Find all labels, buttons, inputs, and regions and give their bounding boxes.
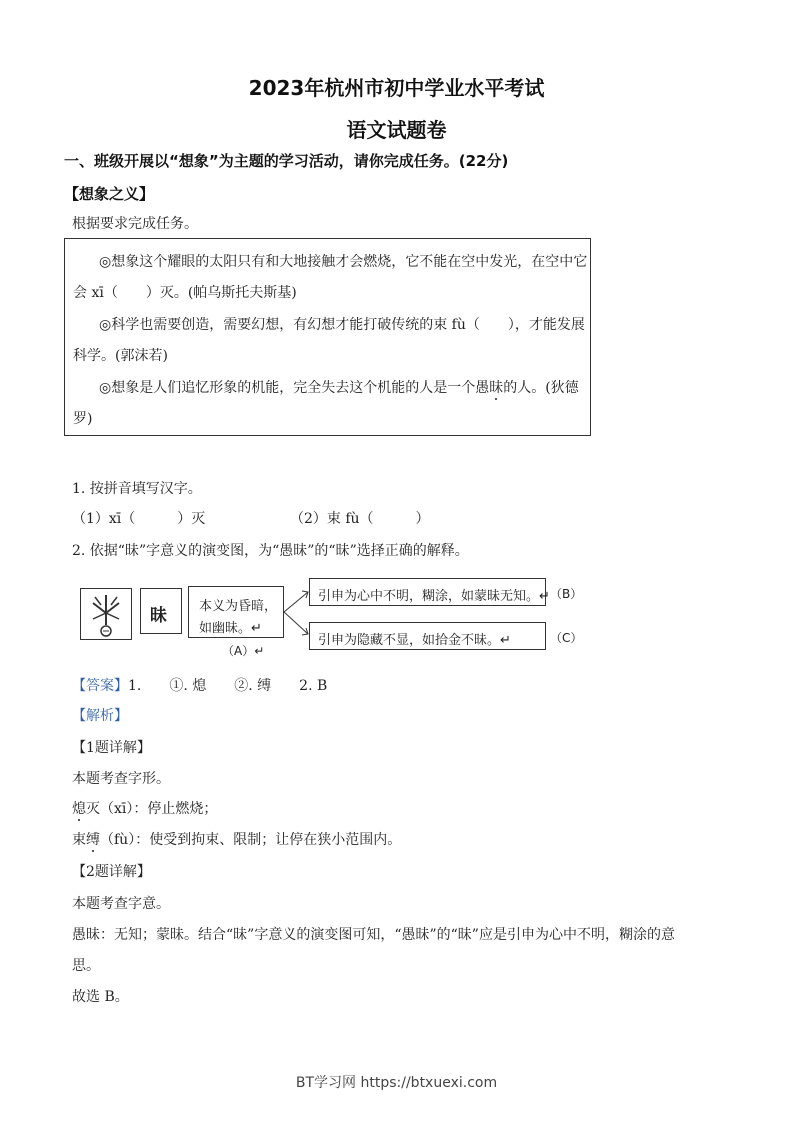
branch-arrows xyxy=(284,578,312,660)
quote-2-line-1: ◎科学也需要创造，需要幻想，有幻想才能打破传统的束 fù（ ），才能发展 xyxy=(99,317,585,333)
ancient-glyph-box xyxy=(80,588,132,640)
detail-1-heading: 【1题详解】 xyxy=(72,740,151,756)
box-b-text: 引申为心中不明，糊涂，如蒙昧无知。↵ xyxy=(318,589,550,604)
answer-text: 1. ①. 熄 ②. 缚 2. B xyxy=(128,678,328,694)
answer-label: 【答案】 xyxy=(72,678,128,694)
detail-2-line-3: 思。 xyxy=(72,958,100,974)
instruction-text: 根据要求完成任务。 xyxy=(72,216,198,232)
detail-2-heading: 【2题详解】 xyxy=(72,864,151,880)
modern-char: 昧 xyxy=(150,606,167,626)
quote-1-line-1: ◎想象这个耀眼的太阳只有和大地接触才会燃烧，它不能在空中发光，在空中它 xyxy=(99,254,588,270)
question-1-stem: 1. 按拼音填写汉字。 xyxy=(72,481,202,497)
quote-2-line-2: 科学。(郭沫若) xyxy=(73,348,168,364)
label-b: （B） xyxy=(550,587,583,601)
label-a: （A）↵ xyxy=(222,644,265,658)
detail-1-dotted-xi: 熄 xyxy=(72,801,86,817)
detail-2-line-4: 故选 B。 xyxy=(72,989,129,1005)
section-subheading: 【想象之义】 xyxy=(64,185,155,203)
question-1-part-a: （1）xī（ ）灭 xyxy=(72,511,206,527)
answer-line xyxy=(72,675,327,695)
quote-3-post: 的人。(狄德 xyxy=(503,380,579,396)
quote-3-pre: ◎想象是人们追忆形象的机能，完全失去这个机能的人是一个愚 xyxy=(99,380,490,396)
detail-1-dotted-fu: 缚 xyxy=(86,832,100,848)
quote-3-dotted-char: 昧 xyxy=(489,380,504,396)
quote-3-line-1 xyxy=(99,377,579,397)
evolution-diagram xyxy=(80,578,590,660)
detail-1-line-1: 本题考查字形。 xyxy=(72,771,170,787)
detail-1-line-3-pre: 束 xyxy=(72,832,86,848)
detail-1-line-3-rest: （fù）：使受到拘束、限制；让停在狭小范围内。 xyxy=(100,832,402,848)
quote-3-line-2: 罗) xyxy=(73,411,93,427)
analysis-label: 【解析】 xyxy=(72,708,128,724)
label-c: （C） xyxy=(550,631,583,645)
box-c-text: 引申为隐藏不显，如拾金不昧。↵ xyxy=(318,633,511,648)
ancient-character-icon xyxy=(81,589,131,639)
modern-char-box xyxy=(140,588,182,634)
quotes-box xyxy=(64,238,591,436)
section-heading: 一、班级开展以“想象”为主题的学习活动，请你完成任务。(22分) xyxy=(64,152,509,170)
meaning-box-a xyxy=(188,586,284,638)
question-2-stem: 2. 依据“昧”字意义的演变图，为“愚昧”的“昧”选择正确的解释。 xyxy=(72,543,469,559)
detail-1-line-2 xyxy=(72,798,217,818)
question-1-part-b: （2）束 fù（ ） xyxy=(290,511,430,527)
quote-1-line-2: 会 xī（ ）灭。(帕乌斯托夫斯基) xyxy=(73,285,297,301)
meaning-box-b xyxy=(309,578,550,606)
box-a-line-2: 如幽昧。↵ xyxy=(199,621,262,636)
meaning-box-c xyxy=(309,622,546,650)
footer-link[interactable]: BT学习网 https://btxuexi.com xyxy=(295,1075,498,1091)
detail-2-line-1: 本题考查字意。 xyxy=(72,896,170,912)
detail-1-line-3 xyxy=(72,829,401,849)
exam-title: 2023年杭州市初中学业水平考试 xyxy=(248,76,545,100)
box-a-line-1: 本义为昏暗， xyxy=(199,599,278,614)
detail-1-line-2-rest: 灭（xī）：停止燃烧； xyxy=(86,801,218,817)
exam-subtitle: 语文试题卷 xyxy=(346,118,447,142)
detail-2-line-2: 愚昧：无知；蒙昧。结合“昧”字意义的演变图可知，“愚昧”的“昧”应是引申为心中不明，糊涂的意 xyxy=(72,927,675,943)
